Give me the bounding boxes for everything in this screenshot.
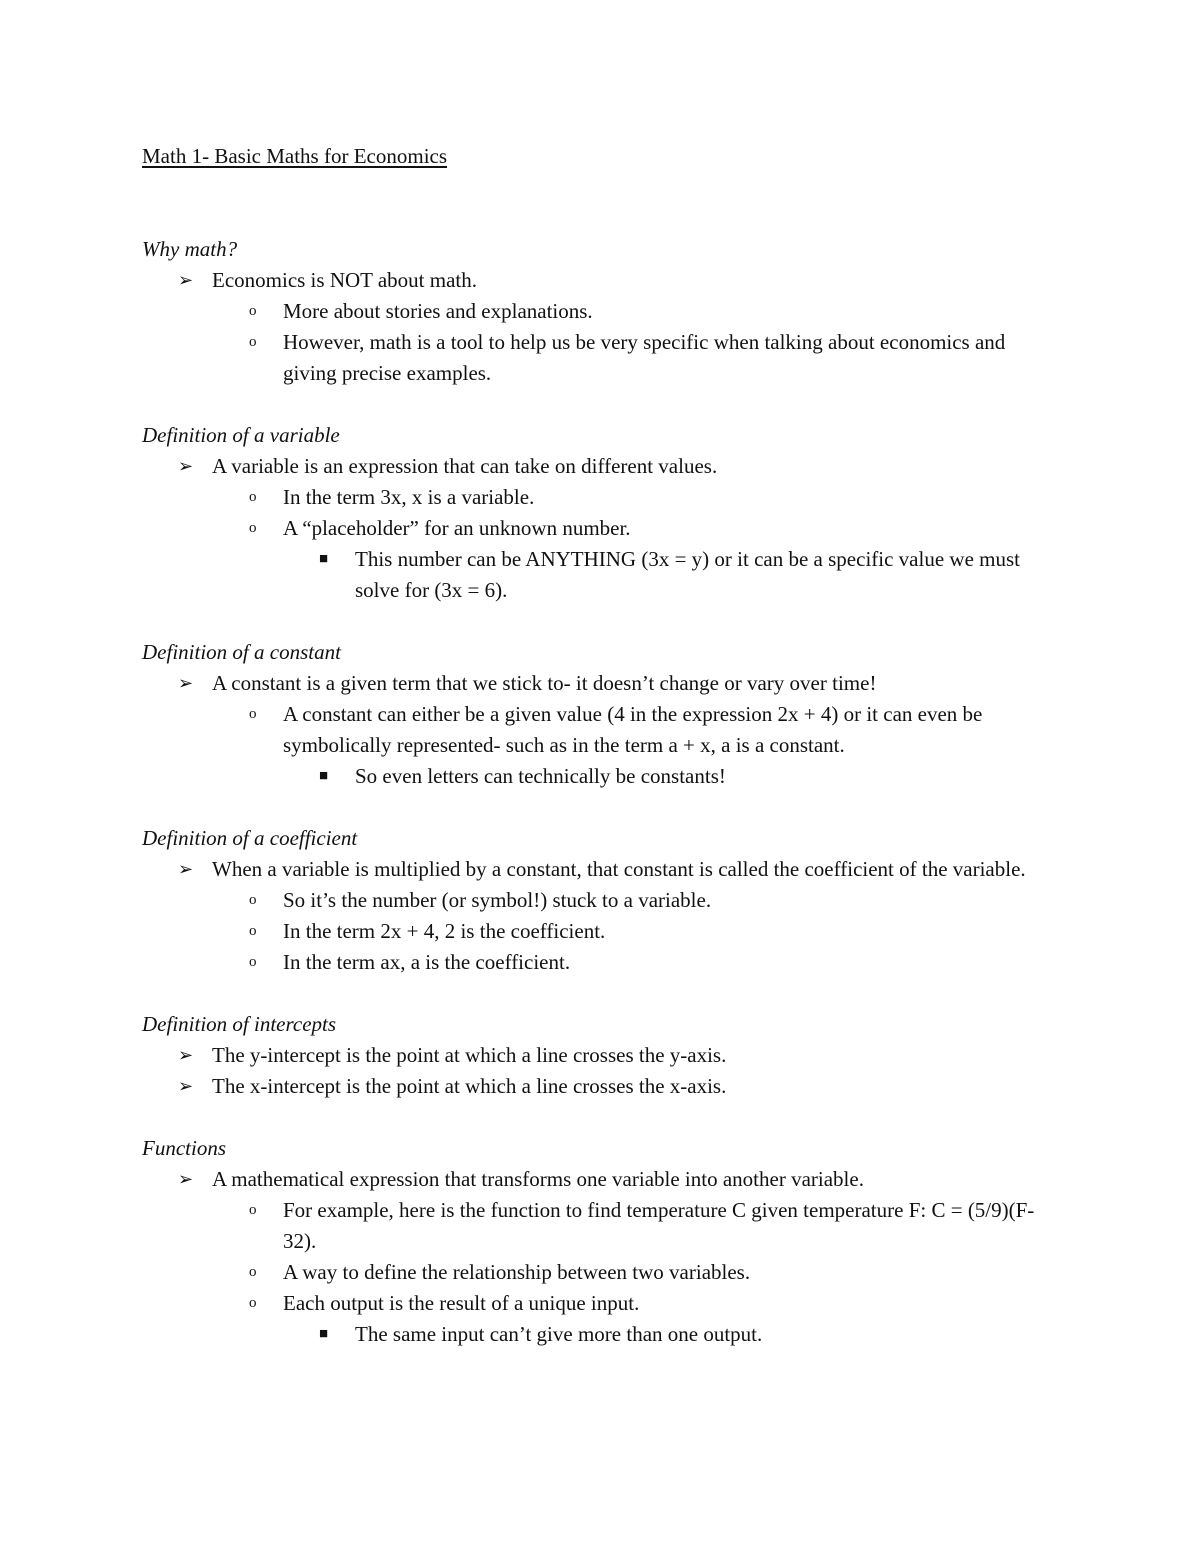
hollow-circle-bullet-icon: o	[249, 334, 257, 350]
list-item-text: So even letters can technically be constants!	[355, 764, 726, 788]
hollow-circle-bullet-icon: o	[249, 923, 257, 939]
list-item-level-1	[142, 1071, 1062, 1102]
hollow-circle-bullet-icon: o	[249, 303, 257, 319]
hollow-circle-bullet-icon: o	[249, 1264, 257, 1280]
bullet-list-level-1	[142, 1164, 1062, 1350]
list-item-text: The y-intercept is the point at which a line crosses the y-axis.	[212, 1043, 727, 1067]
hollow-circle-bullet-icon: o	[249, 706, 257, 722]
list-item-level-2	[213, 1257, 1062, 1288]
bullet-list-level-1	[142, 668, 1062, 792]
section-heading: Definition of a variable	[142, 423, 340, 447]
list-item-text: A “placeholder” for an unknown number.	[283, 516, 631, 540]
list-item-text: Each output is the result of a unique input.	[283, 1291, 640, 1315]
list-item-level-2	[213, 513, 1062, 606]
hollow-circle-bullet-icon: o	[249, 1202, 257, 1218]
filled-square-bullet-icon: ■	[319, 768, 329, 784]
arrowhead-bullet-icon: ➢	[178, 456, 194, 476]
list-item-text: The same input can’t give more than one output.	[355, 1322, 763, 1346]
list-item-text: A way to define the relationship between two variables.	[283, 1260, 751, 1284]
hollow-circle-bullet-icon: o	[249, 520, 257, 536]
list-item-level-2	[213, 885, 1062, 916]
arrowhead-bullet-icon: ➢	[178, 1076, 194, 1096]
section-heading: Why math?	[142, 237, 238, 261]
list-item-text: For example, here is the function to find temperature C given temperature F: C = (5/9)(F-32).	[283, 1198, 1035, 1253]
list-item-text: This number can be ANYTHING (3x = y) or it can be a specific value we must solve for (3x = 6).	[355, 547, 1020, 602]
list-item-level-2	[213, 947, 1062, 978]
section	[142, 234, 1062, 389]
bullet-list-level-2	[142, 296, 1062, 389]
list-item-text: A mathematical expression that transforms one variable into another variable.	[212, 1167, 864, 1191]
bullet-list-level-3	[213, 544, 1062, 606]
list-item-level-1	[142, 1040, 1062, 1071]
list-item-text: When a variable is multiplied by a constant, that constant is called the coefficient of the variable.	[212, 857, 1026, 881]
list-item-level-1	[142, 1164, 1062, 1350]
hollow-circle-bullet-icon: o	[249, 892, 257, 908]
section	[142, 420, 1062, 606]
list-item-level-1	[142, 451, 1062, 606]
list-item-text: A variable is an expression that can take on different values.	[212, 454, 718, 478]
section	[142, 1009, 1062, 1102]
list-item-level-1	[142, 265, 1062, 389]
bullet-list-level-1	[142, 265, 1062, 389]
section-heading: Definition of a coefficient	[142, 826, 358, 850]
list-item-text: The x-intercept is the point at which a line crosses the x-axis.	[212, 1074, 727, 1098]
list-item-text: In the term 2x + 4, 2 is the coefficient.	[283, 919, 606, 943]
document-title: Math 1- Basic Maths for Economics	[142, 144, 448, 168]
list-item-level-2	[213, 327, 1062, 389]
arrowhead-bullet-icon: ➢	[178, 270, 194, 290]
filled-square-bullet-icon: ■	[319, 1326, 329, 1342]
section	[142, 637, 1062, 792]
bullet-list-level-2	[142, 482, 1062, 606]
hollow-circle-bullet-icon: o	[249, 954, 257, 970]
sections-container	[142, 234, 1062, 1350]
list-item-level-2	[213, 916, 1062, 947]
list-item-level-1	[142, 854, 1062, 978]
section-heading: Definition of a constant	[142, 640, 341, 664]
section-heading: Definition of intercepts	[142, 1012, 337, 1036]
filled-square-bullet-icon: ■	[319, 551, 329, 567]
section	[142, 823, 1062, 978]
list-item-level-3	[284, 1319, 1062, 1350]
bullet-list-level-2	[142, 699, 1062, 792]
arrowhead-bullet-icon: ➢	[178, 859, 194, 879]
list-item-text: More about stories and explanations.	[283, 299, 593, 323]
list-item-text: However, math is a tool to help us be very specific when talking about economics and giving precise examples.	[283, 330, 1006, 385]
list-item-text: In the term ax, a is the coefficient.	[283, 950, 571, 974]
list-item-text: A constant can either be a given value (4 in the expression 2x + 4) or it can even be symbolically represented- such as in the term a + x, a is a constant.	[283, 702, 983, 757]
document-page	[142, 141, 1062, 1381]
list-item-level-1	[142, 668, 1062, 792]
bullet-list-level-1	[142, 854, 1062, 978]
arrowhead-bullet-icon: ➢	[178, 1169, 194, 1189]
list-item-level-2	[213, 1288, 1062, 1350]
arrowhead-bullet-icon: ➢	[178, 1045, 194, 1065]
list-item-text: In the term 3x, x is a variable.	[283, 485, 535, 509]
bullet-list-level-3	[213, 1319, 1062, 1350]
list-item-level-2	[213, 1195, 1062, 1257]
bullet-list-level-2	[142, 1195, 1062, 1350]
bullet-list-level-2	[142, 885, 1062, 978]
hollow-circle-bullet-icon: o	[249, 489, 257, 505]
list-item-text: So it’s the number (or symbol!) stuck to a variable.	[283, 888, 712, 912]
hollow-circle-bullet-icon: o	[249, 1295, 257, 1311]
list-item-level-2	[213, 296, 1062, 327]
list-item-level-3	[284, 761, 1062, 792]
section-heading: Functions	[142, 1136, 226, 1160]
list-item-text: Economics is NOT about math.	[212, 268, 477, 292]
arrowhead-bullet-icon: ➢	[178, 673, 194, 693]
bullet-list-level-1	[142, 1040, 1062, 1102]
list-item-level-2	[213, 482, 1062, 513]
section	[142, 1133, 1062, 1350]
bullet-list-level-3	[213, 761, 1062, 792]
bullet-list-level-1	[142, 451, 1062, 606]
list-item-level-3	[284, 544, 1062, 606]
list-item-level-2	[213, 699, 1062, 792]
list-item-text: A constant is a given term that we stick to- it doesn’t change or vary over time!	[212, 671, 877, 695]
